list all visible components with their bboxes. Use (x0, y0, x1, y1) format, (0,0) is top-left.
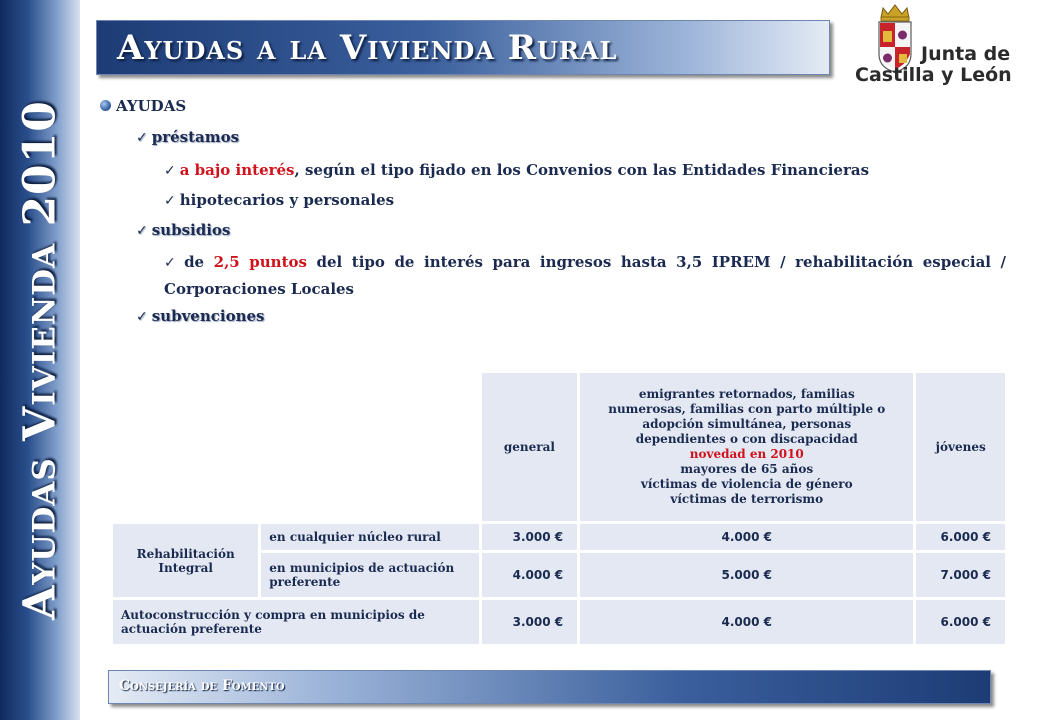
header-jovenes: jóvenes (916, 373, 1005, 521)
row-label: en cualquier núcleo rural (261, 524, 478, 550)
header-special (580, 373, 913, 521)
header-novedad: novedad en 2010 (689, 447, 804, 461)
bullet-prestamos-item1-text: , según el tipo fijado en los Convenios con las Entidades Financieras (294, 161, 870, 179)
header-special-line: emigrantes retornados, familias (638, 387, 855, 401)
bullet-prestamos-label: préstamos (151, 128, 240, 146)
cell-special: 4.000 € (580, 524, 913, 550)
check-icon: ✓ (164, 163, 176, 179)
check-icon: ✓ (164, 193, 176, 209)
header-special-line: adopción simultánea, personas (642, 417, 852, 431)
bullet-subsidios-item1 (164, 249, 1006, 302)
check-icon: ✓ (136, 223, 148, 239)
table-row (113, 524, 1005, 550)
header-special-line: dependientes o con discapacidad (635, 432, 858, 446)
cell-general: 3.000 € (482, 524, 577, 550)
header-special-line: víctimas de terrorismo (670, 492, 824, 506)
bullet-prestamos-item2-text: hipotecarios y personales (179, 191, 395, 209)
logo-text (855, 43, 1012, 86)
footer-text: Consejería de Fomento (119, 678, 285, 694)
bullet-dot-icon (100, 100, 111, 111)
header-special-line: víctimas de violencia de género (640, 477, 853, 491)
highlight-bajo-interes: a bajo interés (179, 161, 295, 179)
logo-line1: Junta de (921, 43, 1011, 65)
junta-logo (855, 2, 1015, 94)
cell-jovenes: 7.000 € (916, 553, 1005, 597)
logo-line2: Castilla y León (855, 64, 1012, 86)
check-icon: ✓ (164, 255, 181, 271)
table-corner (113, 373, 479, 521)
check-icon: ✓ (136, 309, 148, 325)
bullet-subsidios-item1-pre: de (184, 253, 214, 271)
footer-bar (108, 670, 991, 704)
bullet-subvenciones (136, 307, 264, 325)
check-icon: ✓ (136, 130, 148, 146)
title-bar (96, 20, 830, 75)
highlight-puntos: 2,5 puntos (213, 253, 307, 271)
bullet-prestamos-item1 (164, 157, 869, 184)
table-header-row (113, 373, 1005, 521)
cell-jovenes: 6.000 € (916, 600, 1005, 644)
bullet-subsidios-item1-text: del tipo de interés para ingresos hasta 3,5 IPREM / rehabilitación especial / Corporaciones Locales (164, 253, 1007, 298)
cell-jovenes: 6.000 € (916, 524, 1005, 550)
bullet-subvenciones-label: subvenciones (151, 307, 265, 325)
cell-special: 4.000 € (580, 600, 913, 644)
row-label: Autoconstrucción y compra en municipios de actuación preferente (113, 600, 479, 644)
header-special-line: mayores de 65 años (680, 462, 814, 476)
bullet-prestamos (136, 128, 239, 146)
bullet-subsidios (136, 221, 230, 239)
table-row (113, 600, 1005, 644)
page-title: Ayudas a la Vivienda Rural (117, 28, 618, 68)
header-general: general (482, 373, 577, 521)
cell-general: 4.000 € (482, 553, 577, 597)
cell-general: 3.000 € (482, 600, 577, 644)
side-title: Ayudas Vivienda 2010 (14, 100, 66, 620)
row-label: en municipios de actuación preferente (261, 553, 478, 597)
header-special-line: numerosas, familias con parto múltiple o (608, 402, 886, 416)
subsidy-table (110, 370, 1008, 647)
bullet-ayudas (100, 97, 186, 115)
cell-special: 5.000 € (580, 553, 913, 597)
side-band (0, 0, 80, 720)
row-group-rehabilitacion: Rehabilitación Integral (113, 524, 258, 597)
bullet-subsidios-label: subsidios (151, 221, 231, 239)
bullet-prestamos-item2 (164, 187, 394, 214)
bullet-ayudas-label: AYUDAS (116, 97, 187, 115)
